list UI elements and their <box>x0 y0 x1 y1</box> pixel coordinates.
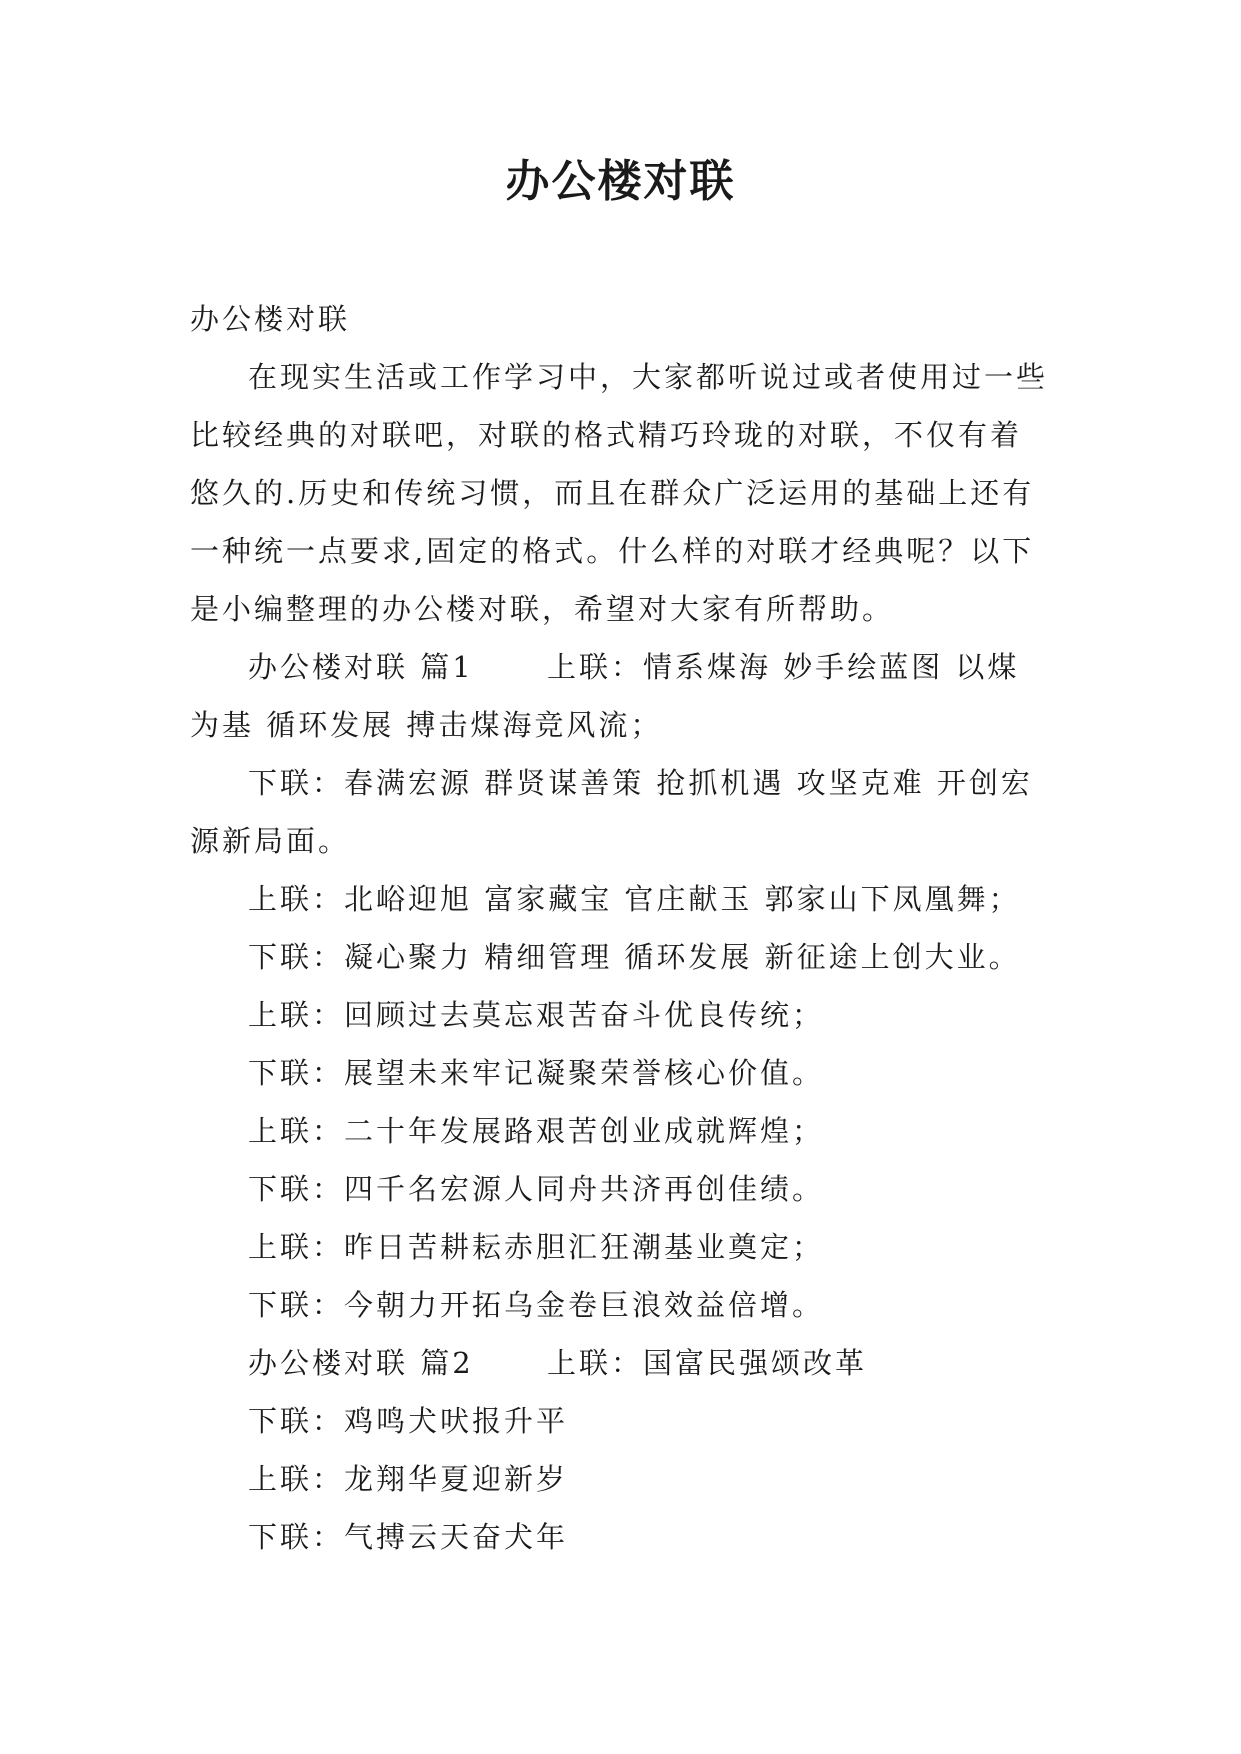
couplet-line: 下联：展望未来牢记凝聚荣誉核心价值。 <box>248 1056 825 1090</box>
couplet-line: 上联：龙翔华夏迎新岁 <box>248 1462 569 1496</box>
couplet-line: 下联：春满宏源 群贤谋善策 抢抓机遇 攻坚克难 开创宏源新局面。 <box>190 766 1033 858</box>
couplet-line: 下联：鸡鸣犬吠报升平 <box>248 1404 569 1438</box>
intro-paragraph: 在现实生活或工作学习中，大家都听说过或者使用过一些比较经典的对联吧，对联的格式精巧玲珑的对联，不仅有着悠久的.历史和传统习惯，而且在群众广泛运用的基础上还有一种统一点要求,固定的格式。什么样的对联才经典呢？以下是小编整理的办公楼对联，希望对大家有所帮助。 <box>190 360 1049 626</box>
couplet-section-1-first-line: 办公楼对联 篇1 上联：情系煤海 妙手绘蓝图 以煤为基 循环发展 搏击煤海竞风流； <box>190 650 1020 742</box>
couplet-line: 下联：今朝力开拓乌金卷巨浪效益倍增。 <box>248 1288 825 1322</box>
couplet-line: 下联：凝心聚力 精细管理 循环发展 新征途上创大业。 <box>248 940 1021 974</box>
couplet-line: 上联：北峪迎旭 富家藏宝 官庄献玉 郭家山下凤凰舞； <box>248 882 1021 916</box>
document-subtitle: 办公楼对联 <box>190 302 351 336</box>
document-body <box>190 290 1050 1566</box>
couplet-line: 下联：气搏云天奋犬年 <box>248 1520 569 1554</box>
couplet-line: 上联：昨日苦耕耘赤胆汇狂潮基业奠定； <box>248 1230 825 1264</box>
couplet-line: 上联：二十年发展路艰苦创业成就辉煌； <box>248 1114 825 1148</box>
couplet-line: 下联：四千名宏源人同舟共济再创佳绩。 <box>248 1172 825 1206</box>
document-title: 办公楼对联 <box>505 156 736 207</box>
couplet-line: 上联：回顾过去莫忘艰苦奋斗优良传统； <box>248 998 825 1032</box>
couplet-section-2-first-line: 办公楼对联 篇2 上联：国富民强颂改革 <box>248 1346 867 1380</box>
